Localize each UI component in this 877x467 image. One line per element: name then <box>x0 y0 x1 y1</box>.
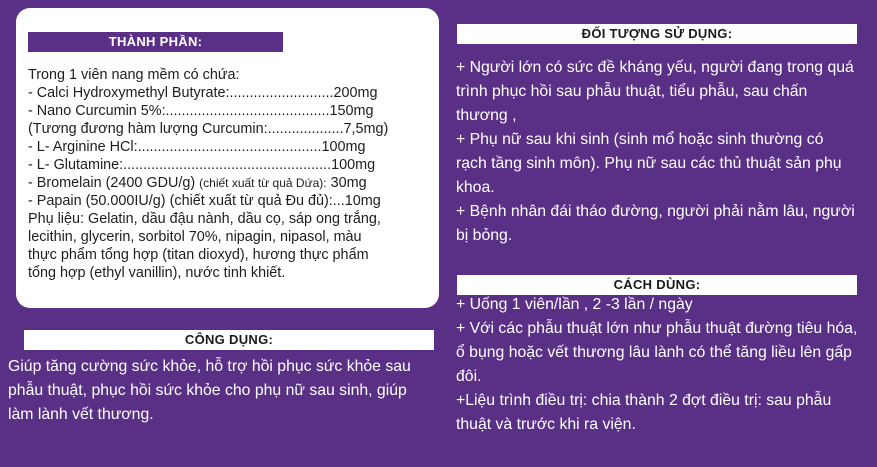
bromelain-dose: 30mg <box>330 175 367 191</box>
usage-line: + Với các phẫu thuật lớn như phẫu thuật đường tiêu hóa, <box>456 320 858 337</box>
usage-line: ổ bụng hoặc vết thương lâu lành có thể tăng liều lên gấp <box>456 344 852 361</box>
usage-text <box>456 293 866 437</box>
bromelain-note: (chiết xuất từ quả Dứa): <box>199 176 327 190</box>
target-users-line: + Bệnh nhân đái tháo đường, người phải nằm lâu, người <box>456 203 855 220</box>
target-users-line: thương , <box>456 107 517 124</box>
uses-line: phẫu thuật, phục hồi sức khỏe cho phụ nữ sau sinh, giúp <box>8 382 407 399</box>
ingredients-header: THÀNH PHẦN: <box>28 32 283 52</box>
ingredient-line: - L- Arginine HCl:..............................................100mg <box>28 139 366 155</box>
target-users-text <box>456 56 866 248</box>
ingredient-line: (Tương đương hàm lượng Curcumin:...................7,5mg) <box>28 121 389 137</box>
target-users-line: bị bỏng. <box>456 227 513 244</box>
target-users-line: trình phục hồi sau phẫu thuật, tiểu phẫu, sau chấn <box>456 83 808 100</box>
ingredient-line: - Calci Hydroxymethyl Butyrate:..........................200mg <box>28 85 378 101</box>
usage-line: + Uống 1 viên/lần , 2 -3 lần / ngày <box>456 296 693 313</box>
usage-line: đôi. <box>456 368 482 385</box>
uses-header: CÔNG DỤNG: <box>24 330 434 350</box>
bromelain-name: - Bromelain (2400 GDU/g) <box>28 175 196 191</box>
target-users-line: + Người lớn có sức đề kháng yếu, người đang trong quá <box>456 59 854 76</box>
usage-line: +Liệu trình điều trị: chia thành 2 đợt điều trị: sau phẫu <box>456 392 832 409</box>
uses-line: làm lành vết thương. <box>8 406 154 423</box>
ingredients-intro: Trong 1 viên nang mềm có chứa: <box>28 67 240 83</box>
ingredient-line-bromelain <box>28 174 367 192</box>
ingredient-line: - L- Glutamine:....................................................100mg <box>28 157 376 173</box>
uses-text <box>8 355 444 427</box>
target-users-line: + Phụ nữ sau khi sinh (sinh mổ hoặc sinh thường có <box>456 131 824 148</box>
target-users-line: rạch tầng sinh môn). Phụ nữ sau các thủ thuật sản phụ <box>456 155 842 172</box>
target-users-header: ĐỐI TƯỢNG SỬ DỤNG: <box>457 24 857 44</box>
usage-line: thuật và trước khi ra viện. <box>456 416 636 433</box>
excipients-line: tổng hợp (ethyl vanillin), nước tinh khiết. <box>28 265 286 281</box>
uses-line: Giúp tăng cường sức khỏe, hỗ trợ hồi phục sức khỏe sau <box>8 358 411 375</box>
excipients-line: Phụ liệu: Gelatin, dầu đậu nành, dầu cọ, sáp ong trắng, <box>28 211 381 227</box>
excipients-line: lecithin, glycerin, sorbitol 70%, nipagin, nipasol, màu <box>28 229 362 245</box>
ingredients-panel <box>16 8 439 308</box>
usage-header: CÁCH DÙNG: <box>457 275 857 295</box>
excipients-line: thực phẩm tổng hợp (titan dioxyd), hương thực phẩm <box>28 247 369 263</box>
target-users-line: khoa. <box>456 179 495 196</box>
ingredient-line: - Nano Curcumin 5%:.........................................150mg <box>28 103 374 119</box>
ingredient-line-papain: - Papain (50.000IU/g) (chiết xuất từ quả Đu đủ):...10mg <box>28 193 381 209</box>
